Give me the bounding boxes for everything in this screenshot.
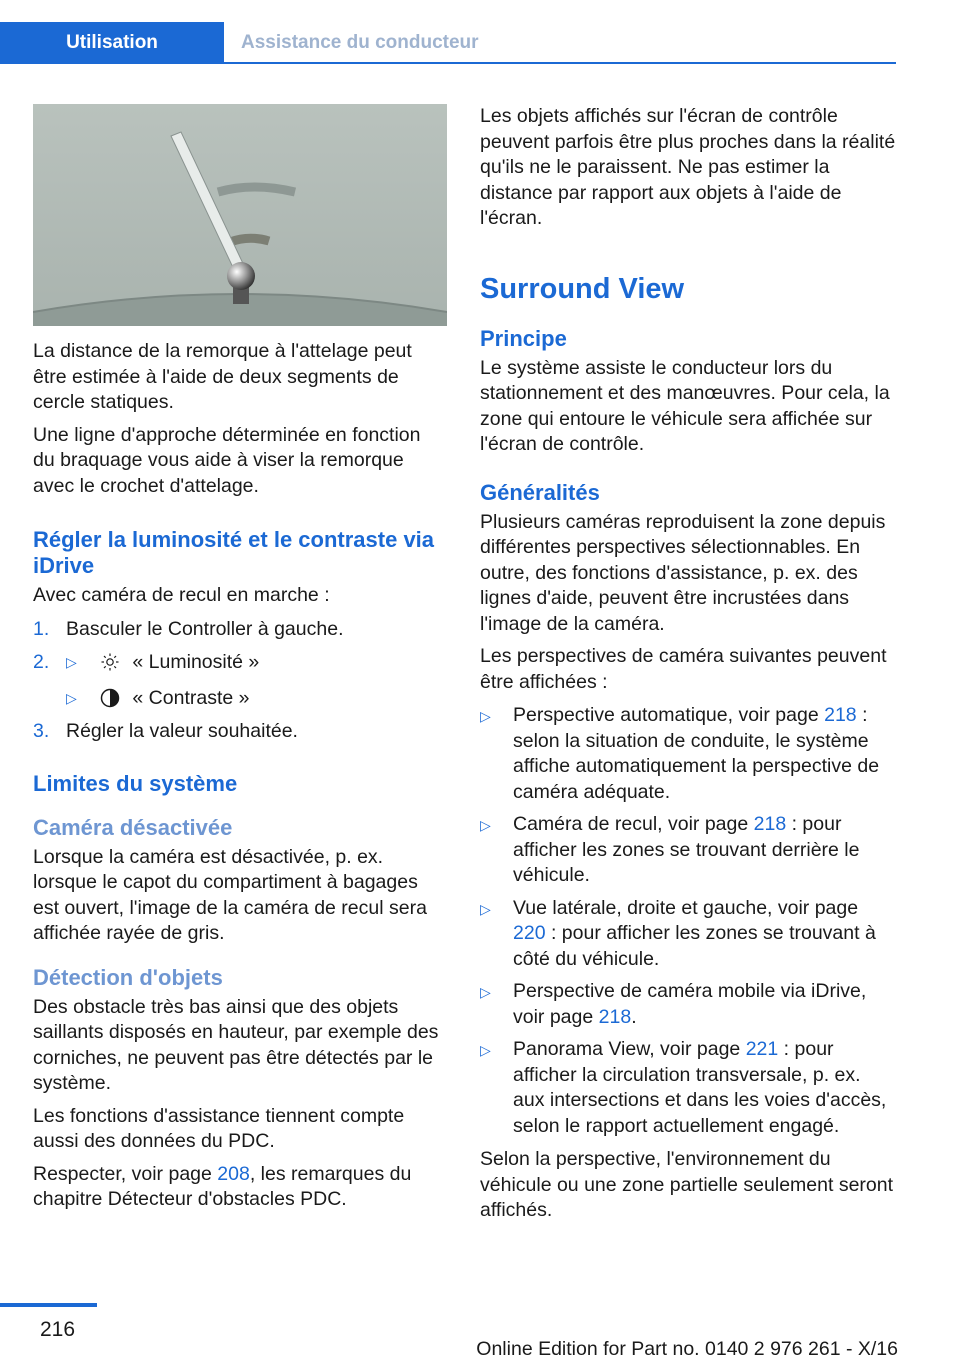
trailer-hitch-distance-illustration xyxy=(33,104,447,326)
page-link[interactable]: 220 xyxy=(513,922,546,944)
page-link-208[interactable]: 208 xyxy=(217,1162,250,1185)
menu-item-label: « Luminosité » xyxy=(132,651,260,673)
caption-approach-line: Une ligne d'approche déterminée en fonction du braquage vous aide à viser la remorque avec le crochet d'attelage. xyxy=(33,423,421,497)
page-link[interactable]: 218 xyxy=(753,813,787,835)
footer-accent-bar xyxy=(0,1303,97,1307)
header-rule xyxy=(224,62,896,64)
heading-general: Généralités xyxy=(480,479,600,505)
triangle-bullet-icon: ▷ xyxy=(480,708,491,724)
text-principle: Le système assiste le conducteur lors du stationnement et des manœuvres. Pour cela, la zone qui entoure le véhicule sera affichée sur l'écran de contrôle. xyxy=(480,356,890,455)
menu-item-brightness[interactable] xyxy=(66,650,447,676)
menu-item-contrast[interactable] xyxy=(66,686,447,712)
text-camera-disabled: Lorsque la caméra est désactivée, p. ex. lorsque le capot du compartiment à bagages est ouvert, l'image de la caméra de recul sera affichée rayée de gris. xyxy=(33,845,427,944)
step-number: 2. xyxy=(33,651,50,673)
list-item xyxy=(480,896,896,973)
list-item-text: : selon la situation de conduite, le système affiche automatiquement la perspective de caméra adéquate. xyxy=(513,704,880,803)
triangle-bullet-icon: ▷ xyxy=(66,654,77,670)
heading-camera-disabled: Caméra désactivée xyxy=(33,814,233,840)
triangle-bullet-icon: ▷ xyxy=(480,817,491,833)
footer-edition: Online Edition for Part no. 0140 2 976 261 - X/16 xyxy=(476,1338,898,1360)
step-1 xyxy=(33,617,447,643)
step-3 xyxy=(33,719,447,745)
list-item xyxy=(480,979,896,1030)
heading-brightness-contrast: Régler la luminosité et le contraste via iDrive xyxy=(33,527,435,578)
list-item-text: : pour afficher les zones se trouvant à côté du véhicule. xyxy=(513,922,876,970)
text-general-cameras: Plusieurs caméras reproduisent la zone depuis différentes perspectives sélectionnables. En outre, des fonctions d'assistance, p. ex. des lignes d'aide, peuvent être incrustées dans l'image de la caméra. xyxy=(480,510,886,635)
list-item-text: : pour afficher la circulation transversale, p. ex. aux intersections et dans les voies d'accès, selon le rapport actuellement engagé. xyxy=(513,1038,887,1137)
step-number: 1. xyxy=(33,617,50,640)
page-link[interactable]: 218 xyxy=(598,1005,632,1028)
text-general-perspectives: Les perspectives de caméra suivantes peuvent être affichées : xyxy=(480,645,887,693)
list-item xyxy=(480,703,896,805)
triangle-bullet-icon: ▷ xyxy=(480,1042,491,1058)
brightness-icon xyxy=(99,650,121,676)
triangle-bullet-icon: ▷ xyxy=(480,984,491,1000)
tab-utilisation[interactable]: Utilisation xyxy=(0,22,224,64)
right-column xyxy=(480,104,896,1231)
intro-camera-on: Avec caméra de recul en marche : xyxy=(33,584,330,606)
text-object-detection: Des obstacle très bas ainsi que des objets saillants disposés en hauteur, par exemple des corniches, ne peuvent pas être détectés par le système. xyxy=(33,995,439,1094)
list-item-text: Caméra de recul, voir page xyxy=(513,813,754,835)
list-item xyxy=(480,812,896,889)
menu-item-label: « Contraste » xyxy=(132,686,250,709)
text-assistance-pdc: Les fonctions d'assistance tiennent compte aussi des données du PDC. xyxy=(33,1104,405,1152)
caption-distance: La distance de la remorque à l'attelage peut être estimée à l'aide de deux segments de cercle statiques. xyxy=(33,340,412,413)
section-title-surround-view: Surround View xyxy=(480,272,685,305)
step-number: 3. xyxy=(33,720,50,742)
heading-principle: Principe xyxy=(480,325,567,351)
text-see-page xyxy=(33,1162,447,1213)
step-2 xyxy=(33,650,447,711)
text-fragment: , les remarques du chapitre Détecteur d'obstacles PDC. xyxy=(33,1162,412,1210)
text-fragment: Respecter, voir page xyxy=(33,1162,218,1185)
list-item xyxy=(480,1037,896,1139)
list-item-text: Perspective automatique, voir page xyxy=(513,704,825,726)
triangle-bullet-icon: ▷ xyxy=(480,900,491,917)
list-item-text: : pour afficher les zones se trouvant derrière le véhicule. xyxy=(513,813,860,886)
list-item-text: Vue latérale, droite et gauche, voir page xyxy=(513,896,859,919)
list-item-text: . xyxy=(631,1005,637,1028)
page-link[interactable]: 218 xyxy=(824,704,857,726)
contrast-icon xyxy=(99,686,121,712)
page-link[interactable]: 221 xyxy=(745,1038,779,1060)
heading-object-detection: Détection d'objets xyxy=(33,964,223,990)
tab-assistance-du-conducteur[interactable]: Assistance du conducteur xyxy=(241,32,479,54)
list-item-text: Perspective de caméra mobile via iDrive, voir page xyxy=(513,980,867,1028)
intro-screen-objects: Les objets affichés sur l'écran de contrôle peuvent parfois être plus proches dans la réalité qu'ils ne le paraissent. Ne pas estimer la distance par rapport aux objets à l'aide de l'écran. xyxy=(480,105,896,229)
heading-system-limits: Limites du système xyxy=(33,770,238,796)
steps-list xyxy=(33,617,447,745)
step-text: Basculer le Controller à gauche. xyxy=(66,617,344,640)
list-item-text: Panorama View, voir page xyxy=(513,1038,746,1060)
page-number: 216 xyxy=(40,1318,76,1341)
step-text: Régler la valeur souhaitée. xyxy=(66,720,298,742)
text-closing: Selon la perspective, l'environnement du véhicule ou une zone partielle seulement seront affichés. xyxy=(480,1148,894,1221)
left-column xyxy=(33,104,447,1220)
perspectives-list xyxy=(480,703,896,1139)
triangle-bullet-icon: ▷ xyxy=(66,689,77,706)
